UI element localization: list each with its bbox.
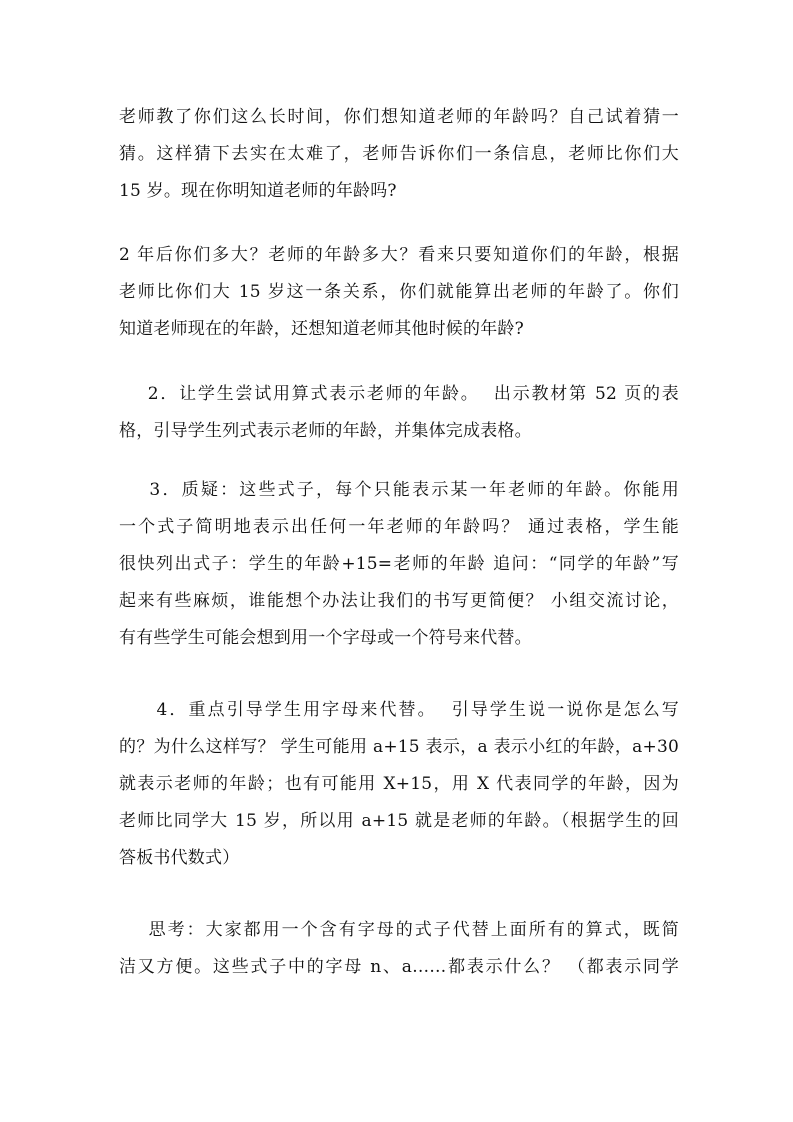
text-line: 的？为什么这样写？ 学生可能用 a+15 表示，a 表示小红的年龄，a+30: [119, 737, 679, 757]
text-line: 老师比你们大 15 岁这一条关系，你们就能算出老师的年龄了。你们: [119, 282, 679, 302]
text-line: 知道老师现在的年龄，还想知道老师其他时候的年龄?: [119, 319, 524, 339]
text-line: 思考：大家都用一个含有字母的式子代替上面所有的算式，既简: [119, 920, 679, 940]
text-line: 就表示老师的年龄；也有可能用 X+15，用 X 代表同学的年龄，因为: [119, 774, 679, 794]
text-line: 很快列出式子：学生的年龄+15=老师的年龄 追问：“同学的年龄”写: [119, 554, 679, 574]
text-line: 洁又方便。这些式子中的字母 n、a……都表示什么？ （都表示同学: [119, 957, 679, 977]
text-line: 起来有些麻烦，谁能想个办法让我们的书写更简便？ 小组交流讨论，: [119, 591, 679, 611]
text-line: 15 岁。现在你明知道老师的年龄吗?: [119, 181, 397, 201]
text-line: 格，引导学生列式表示老师的年龄，并集体完成表格。: [119, 421, 532, 441]
text-line: 一个式子简明地表示出任何一年老师的年龄吗？ 通过表格，学生能: [119, 517, 679, 537]
paragraph-6: [119, 912, 679, 986]
paragraph-5: [119, 692, 679, 877]
paragraph-3: [119, 376, 679, 450]
paragraph-1: [119, 99, 679, 210]
text-line: 老师教了你们这么长时间，你们想知道老师的年龄吗？自己试着猜一: [119, 107, 679, 127]
text-line: 答板书代数式）: [119, 848, 240, 868]
text-line: 猜。这样猜下去实在太难了，老师告诉你们一条信息，老师比你们大: [119, 144, 679, 164]
text-line: 4．重点引导学生用字母来代替。 引导学生说一说你是怎么写: [119, 700, 679, 720]
text-line: 2 年后你们多大？老师的年龄多大？看来只要知道你们的年龄，根据: [119, 245, 679, 265]
paragraph-2: [119, 237, 679, 348]
paragraph-4: [119, 472, 679, 657]
text-line: 2．让学生尝试用算式表示老师的年龄。 出示教材第 52 页的表: [119, 384, 679, 404]
text-line: 3．质疑：这些式子，每个只能表示某一年老师的年龄。你能用: [119, 480, 679, 500]
text-line: 有有些学生可能会想到用一个字母或一个符号来代替。: [119, 628, 532, 648]
text-line: 老师比同学大 15 岁，所以用 a+15 就是老师的年龄。（根据学生的回: [119, 811, 679, 831]
